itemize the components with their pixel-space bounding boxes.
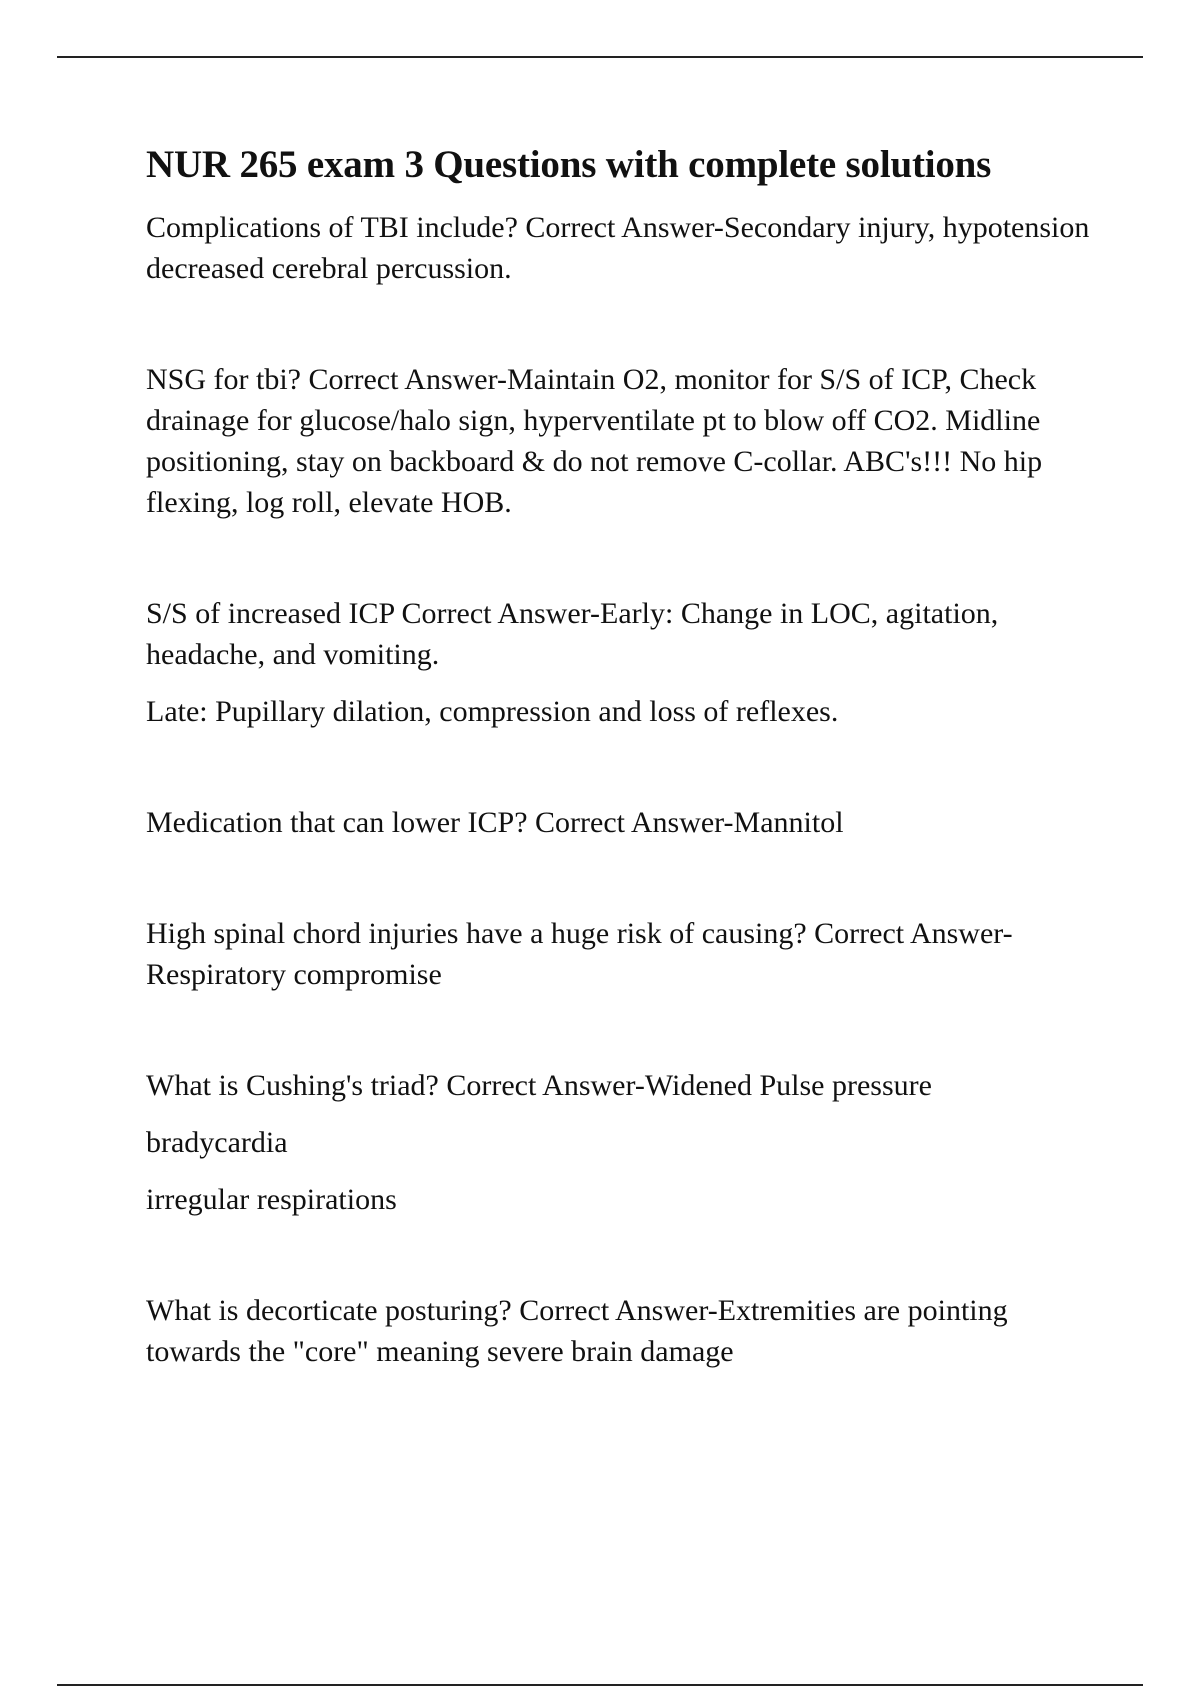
document-body — [146, 142, 1106, 1372]
qa-entry-increased-icp — [146, 593, 1106, 732]
top-divider — [57, 56, 1143, 58]
entry-text: What is decorticate posturing? Correct Answer-Extremities are pointing towards the "core" meaning severe brain damage — [146, 1293, 1008, 1368]
qa-entry-nsg-tbi — [146, 359, 1106, 523]
entry-text: irregular respirations — [146, 1182, 397, 1216]
entry-text: bradycardia — [146, 1125, 288, 1159]
qa-entry-icp-medication — [146, 802, 1106, 843]
qa-entry-decorticate-posturing — [146, 1290, 1106, 1372]
qa-entry-spinal-injury — [146, 913, 1106, 995]
bottom-divider — [57, 1684, 1143, 1686]
qa-entry-cushings-triad — [146, 1065, 1106, 1220]
document-title: NUR 265 exam 3 Questions with complete solutions — [146, 143, 992, 186]
entry-text: NSG for tbi? Correct Answer-Maintain O2, monitor for S/S of ICP, Check drainage for glucose/halo sign, hyperventilate pt to blow off CO2. Midline positioning, stay on backboard & do not remove C-collar. ABC's!!! No hip flexing, log roll, elevate HOB. — [146, 362, 1043, 519]
entry-text: S/S of increased ICP Correct Answer-Early: Change in LOC, agitation, headache, and vomiting. — [146, 596, 999, 671]
entry-text: Complications of TBI include? Correct Answer-Secondary injury, hypotension decreased cerebral percussion. — [146, 210, 1090, 285]
entry-text: High spinal chord injuries have a huge risk of causing? Correct Answer-Respiratory compromise — [146, 916, 1013, 991]
entry-text: Late: Pupillary dilation, compression and loss of reflexes. — [146, 694, 839, 728]
qa-entry-tbi-complications — [146, 207, 1106, 289]
entry-text: Medication that can lower ICP? Correct Answer-Mannitol — [146, 805, 844, 839]
entry-text: What is Cushing's triad? Correct Answer-Widened Pulse pressure — [146, 1068, 932, 1102]
